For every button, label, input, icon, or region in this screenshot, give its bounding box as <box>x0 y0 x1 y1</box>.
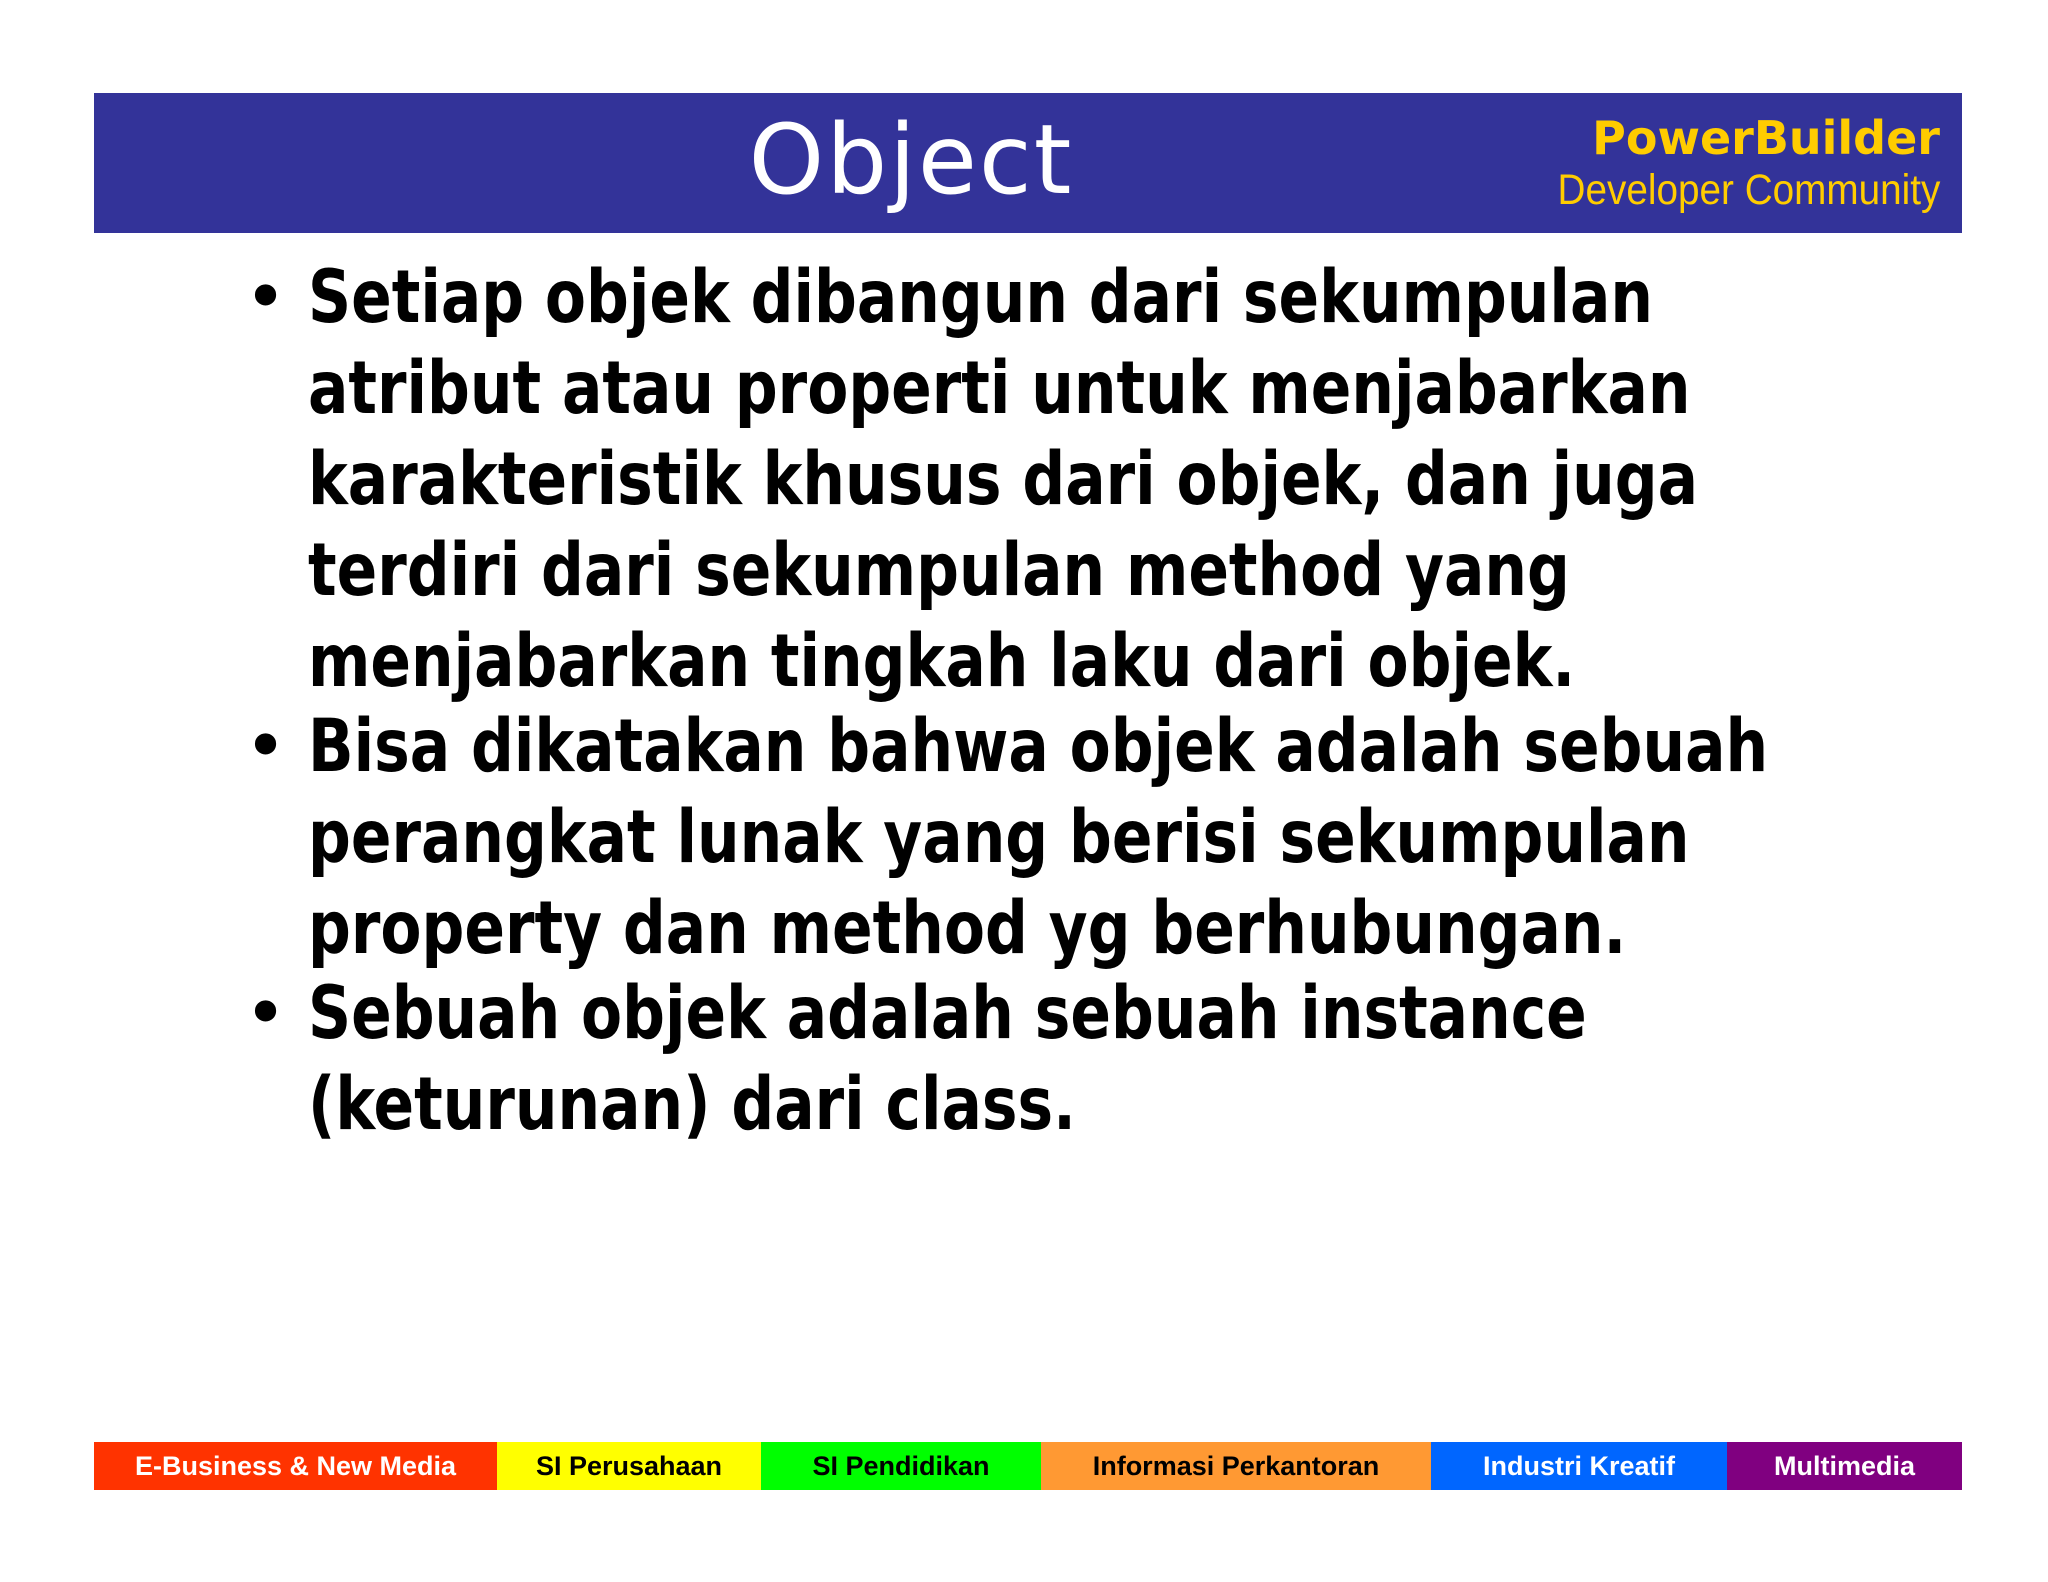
footer-category-industri-kreatif: Industri Kreatif <box>1431 1442 1727 1490</box>
footer-category-ebusiness: E-Business & New Media <box>94 1442 497 1490</box>
slide-title: Object <box>748 104 1074 216</box>
bullet-icon: • <box>244 971 288 1056</box>
bullet-icon: • <box>244 704 288 789</box>
bullet-item <box>244 968 1924 1150</box>
bullet-text: Sebuah objek adalah sebuah instance (keturunan) dari class. <box>308 971 1587 1147</box>
bullet-item <box>244 701 1924 974</box>
brand-name: PowerBuilder <box>1592 111 1940 165</box>
brand-tagline: Developer Community <box>1557 166 1940 214</box>
footer-category-multimedia: Multimedia <box>1727 1442 1962 1490</box>
brand-logo <box>1515 113 1940 217</box>
category-footer-bar <box>94 1442 1962 1490</box>
footer-category-si-pendidikan: SI Pendidikan <box>761 1442 1041 1490</box>
bullet-list <box>244 252 1924 1150</box>
bullet-icon: • <box>244 255 288 340</box>
bullet-item <box>244 252 1924 707</box>
bullet-text: Setiap objek dibangun dari sekumpulan atribut atau properti untuk menjabarkan karakteristik khusus dari objek, dan juga terdiri dari sekumpulan method yang menjabarkan tingkah laku dari objek. <box>308 255 1699 704</box>
bullet-text: Bisa dikatakan bahwa objek adalah sebuah perangkat lunak yang berisi sekumpulan property dan method yg berhubungan. <box>308 704 1769 971</box>
slide-header <box>94 93 1962 233</box>
footer-category-informasi-perkantoran: Informasi Perkantoran <box>1041 1442 1431 1490</box>
footer-category-si-perusahaan: SI Perusahaan <box>497 1442 761 1490</box>
